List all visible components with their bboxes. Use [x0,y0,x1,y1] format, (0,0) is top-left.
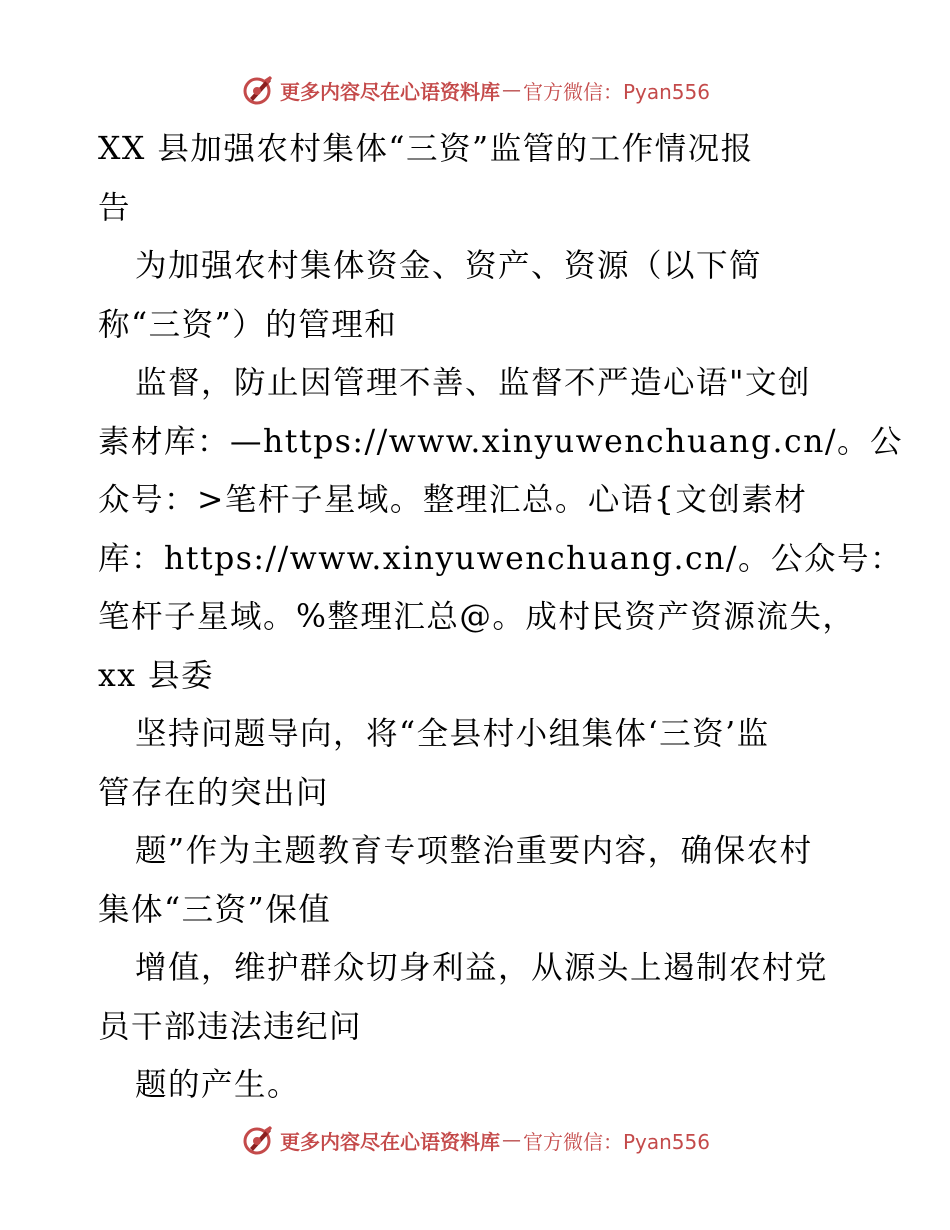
paragraph-line-11: 题”作为主题教育专项整治重要内容，确保农村 [135,833,813,869]
footer-wechat-text: 官方微信：Pyan556 [522,1129,710,1154]
paragraph-line-10: 管存在的突出问 [98,774,330,811]
header-banner [0,70,950,110]
header-dash: — [501,79,521,101]
quill-logo-icon [240,72,276,108]
paragraph-line-1: 为加强农村集体资金、资产、资源（以下简 [135,248,763,284]
header-banner-inner [240,72,710,108]
paragraph-line-4: 素材库：—https://www.xinyuwenchuang.cn/。公 [98,423,904,460]
paragraph-line-12: 集体“三资”保值 [98,891,332,928]
header-wechat-text: 官方微信：Pyan556 [522,79,710,104]
quill-logo-icon [240,1122,276,1158]
title-line-2: 告 [98,189,132,226]
paragraph-line-2: 称“三资”）的管理和 [98,306,398,343]
footer-brand-text: 更多内容尽在心语资料库 [279,1129,500,1154]
paragraph-line-15: 题的产生。 [135,1067,301,1103]
paragraph-line-9: 坚持问题导向，将“全县村小组集体‘三资’监 [135,716,770,752]
paragraph-line-13: 增值，维护群众切身利益，从源头上遏制农村党 [135,950,829,986]
document-body [98,120,904,1115]
title-line-1: XX 县加强农村集体“三资”监管的工作情况报 [98,131,754,167]
paragraph-line-14: 员干部违法违纪问 [98,1008,363,1045]
footer-banner-inner [240,1122,710,1158]
paragraph-line-6: 库：https://www.xinyuwenchuang.cn/。公众号： [98,540,904,577]
paragraph-line-7: 笔杆子星域。%整理汇总@。成村民资产资源流失， [98,599,856,635]
paragraph-line-5: 众号：>笔杆子星域。整理汇总。心语{文创素材 [98,482,808,518]
header-brand-text: 更多内容尽在心语资料库 [279,79,500,104]
footer-banner [0,1120,950,1160]
paragraph-line-3: 监督，防止因管理不善、监督不严造心语"文创 [135,365,811,401]
paragraph-line-8: xx 县委 [98,657,215,694]
footer-dash: — [501,1129,521,1151]
